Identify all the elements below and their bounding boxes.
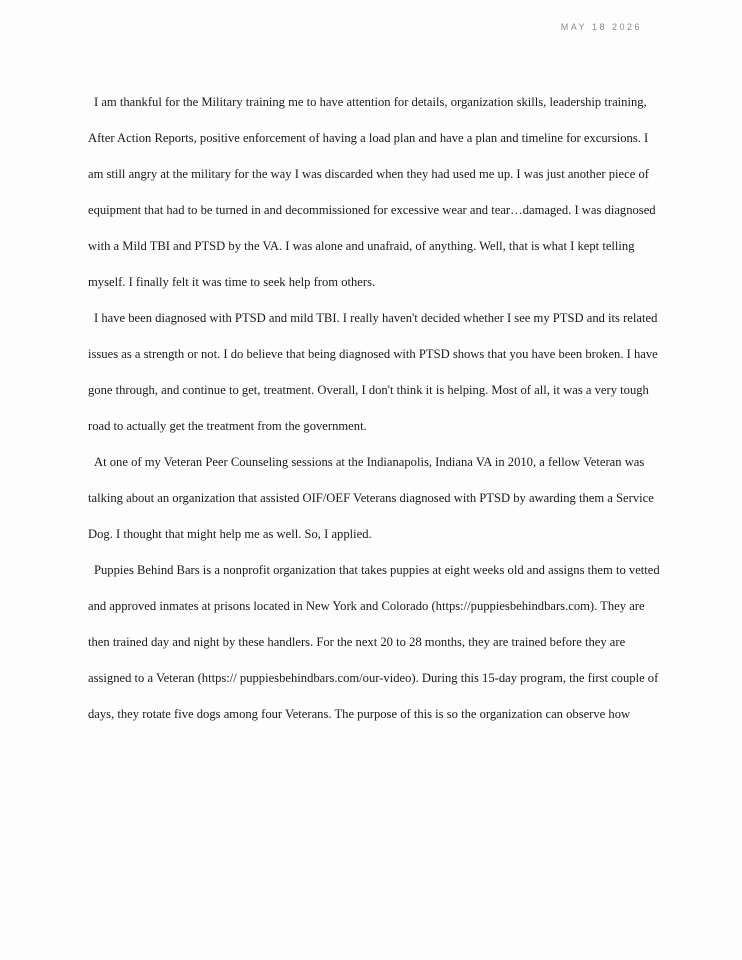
paragraph-puppies-behind-bars: Puppies Behind Bars is a nonprofit organization that takes puppies at eight weeks old and assigns them to vetted and approved inmates at prisons located in New York and Colorado (https://puppiesbehindbars.com). They are then trained day and night by these handlers. For the next 20 to 28 months, they are trained before they are assigned to a Veteran (https:// puppiesbehindbars.com/our-video). During this 15-day program, the first couple of days, they rotate five dogs among four Veterans. The purpose of this is so the organization can observe how [88,563,660,721]
paragraph-military-training: I am thankful for the Military training me to have attention for details, organization skills, leadership training, After Action Reports, positive enforcement of having a load plan and have a plan and timeline for excursions. I am still angry at the military for the way I was discarded when they had used me up. I was just another piece of equipment that had to be turned in and decommissioned for excessive wear and tear…damaged. I was diagnosed with a Mild TBI and PTSD by the VA. I was alone and unafraid, of anything. Well, that is what I kept telling myself. I finally felt it was time to seek help from others. [88,95,656,289]
document-body [88,84,664,732]
paragraph-ptsd-diagnosis: I have been diagnosed with PTSD and mild TBI. I really haven't decided whether I see my PTSD and its related issues as a strength or not. I do believe that being diagnosed with PTSD shows that you have been broken. I have gone through, and continue to get, treatment. Overall, I don't think it is helping. Most of all, it was a very tough road to actually get the treatment from the government. [88,311,658,433]
date-stamp: MAY 18 2026 [560,22,642,32]
paragraph-peer-counseling: At one of my Veteran Peer Counseling sessions at the Indianapolis, Indiana VA in 2010, a fellow Veteran was talking about an organization that assisted OIF/OEF Veterans diagnosed with PTSD by awarding them a Service Dog. I thought that might help me as well. So, I applied. [88,455,654,541]
